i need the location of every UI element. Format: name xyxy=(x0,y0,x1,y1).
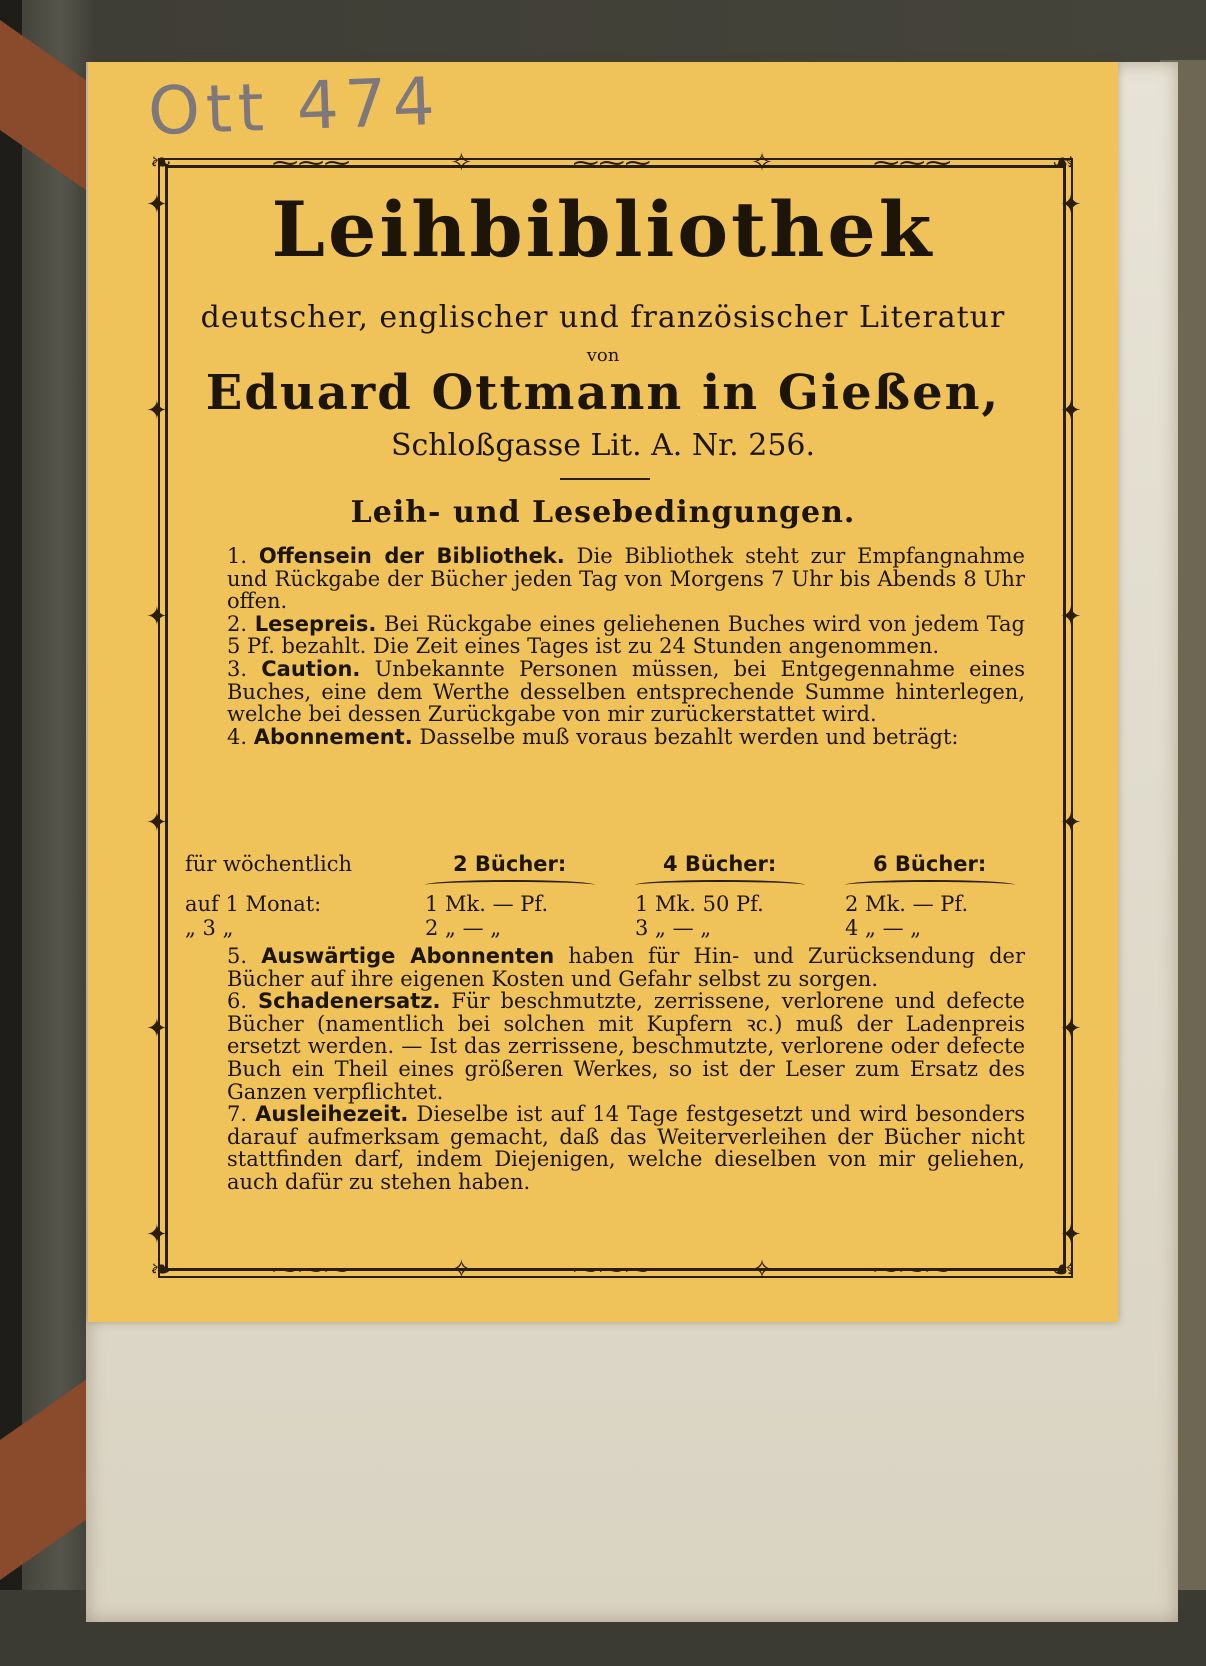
rule-7: 7. Ausleihezeit. Dieselbe ist auf 14 Tage festgesetzt und wird besonders darauf aufmerksam gemacht, daß das Weiterverleihen der Bücher nicht stattfinden darf, indem Diejenigen, welche dieselben von mir geliehen, auch dafür zu stehen haben. xyxy=(227,1102,1026,1194)
fee-header-2: 2 Bücher: xyxy=(453,852,567,876)
ornament-bottom: ❧ ⁓⁓⁓ ✧ ⁓⁓⁓ ✧ ⁓⁓⁓ ☙ xyxy=(150,1255,1075,1285)
brace-6 xyxy=(845,880,1015,890)
ornament-right: ✦ ✦ ✦ ✦ ✦ ✦ xyxy=(1060,190,1082,1250)
ornament-top: ❧ ⁓⁓⁓ ✧ ⁓⁓⁓ ✧ ⁓⁓⁓ ☙ xyxy=(150,148,1075,178)
brace-2 xyxy=(425,880,595,890)
fee-row-1 xyxy=(185,892,1025,918)
fee-header-6: 6 Bücher: xyxy=(873,852,987,876)
divider xyxy=(560,478,650,480)
rules-block-2 xyxy=(185,945,1025,1194)
rule-3: 3. Caution. Unbekannte Personen müssen, bei Entgegennahme eines Buches, eine dem Werthe desselben entsprechende Summe hinterlegen, welche bei dessen Zurückgabe von mir zurückerstattet wird. xyxy=(227,656,1025,727)
fee-row-2-label: „ 3 „ xyxy=(185,916,234,940)
fee-row-1-label: auf 1 Monat: xyxy=(185,892,322,916)
fee-header-4: 4 Bücher: xyxy=(663,852,777,876)
rule-5: 5. Auswärtige Abonnenten haben für Hin- und Zurücksendung der Bücher auf ihre eigenen Kosten und Gefahr selbst zu sorgen. xyxy=(227,944,1025,991)
shelfmark-handwritten: Ott 474 xyxy=(146,62,442,151)
rule-4: 4. Abonnement. Dasselbe muß voraus bezahlt werden und beträgt: xyxy=(227,724,959,749)
label-von: von xyxy=(586,345,620,366)
fee-row-2-col-2: 2 „ — „ xyxy=(425,916,502,940)
ornament-left: ✦ ✦ ✦ ✦ ✦ ✦ xyxy=(146,190,168,1250)
brace-4 xyxy=(635,880,805,890)
owner-address: Schloßgasse Lit. A. Nr. 256. xyxy=(390,428,816,463)
fee-row-2-col-4: 3 „ — „ xyxy=(635,916,712,940)
fee-row-2 xyxy=(185,916,1025,942)
fee-table-header xyxy=(185,852,1025,878)
fee-row-1-col-6: 2 Mk. — Pf. xyxy=(845,892,969,916)
label-subtitle: deutscher, englischer und französischer Literatur xyxy=(200,300,1006,335)
fee-row-label: für wöchentlich xyxy=(185,852,353,876)
rules-block-1 xyxy=(185,545,1025,748)
label-title: Leihbibliothek xyxy=(271,185,935,274)
fee-row-2-col-6: 4 „ — „ xyxy=(845,916,922,940)
fee-row-1-col-4: 1 Mk. 50 Pf. xyxy=(635,892,764,916)
conditions-heading: Leih- und Lesebedingungen. xyxy=(350,495,856,530)
owner-name: Eduard Ottmann in Gießen, xyxy=(205,365,1001,421)
rule-1: 1. Offensein der Bibliothek. Die Bibliothek steht zur Empfangnahme und Rückgabe der Bücher jeden Tag von Morgens 7 Uhr bis Abends 8 Uhr offen. xyxy=(227,544,1025,614)
fee-row-1-col-2: 1 Mk. — Pf. xyxy=(425,892,549,916)
rule-6: 6. Schadenersatz. Für beschmutzte, zerrissene, verlorene und defecte Bücher (namentlich bei solchen mit Kupfern ꝛc.) muß der Ladenpreis ersetzt werden. — Ist das zerrissene, beschmutzte, verlorene oder defecte Buch ein Theil eines größeren Werkes, so ist der Leser zum Ersatz des Ganzen verpflichtet. xyxy=(227,989,1025,1104)
rule-2: 2. Lesepreis. Bei Rückgabe eines geliehenen Buches wird von jedem Tag 5 Pf. bezahlt. Die Zeit eines Tages ist zu 24 Stunden angenommen. xyxy=(227,611,1025,659)
